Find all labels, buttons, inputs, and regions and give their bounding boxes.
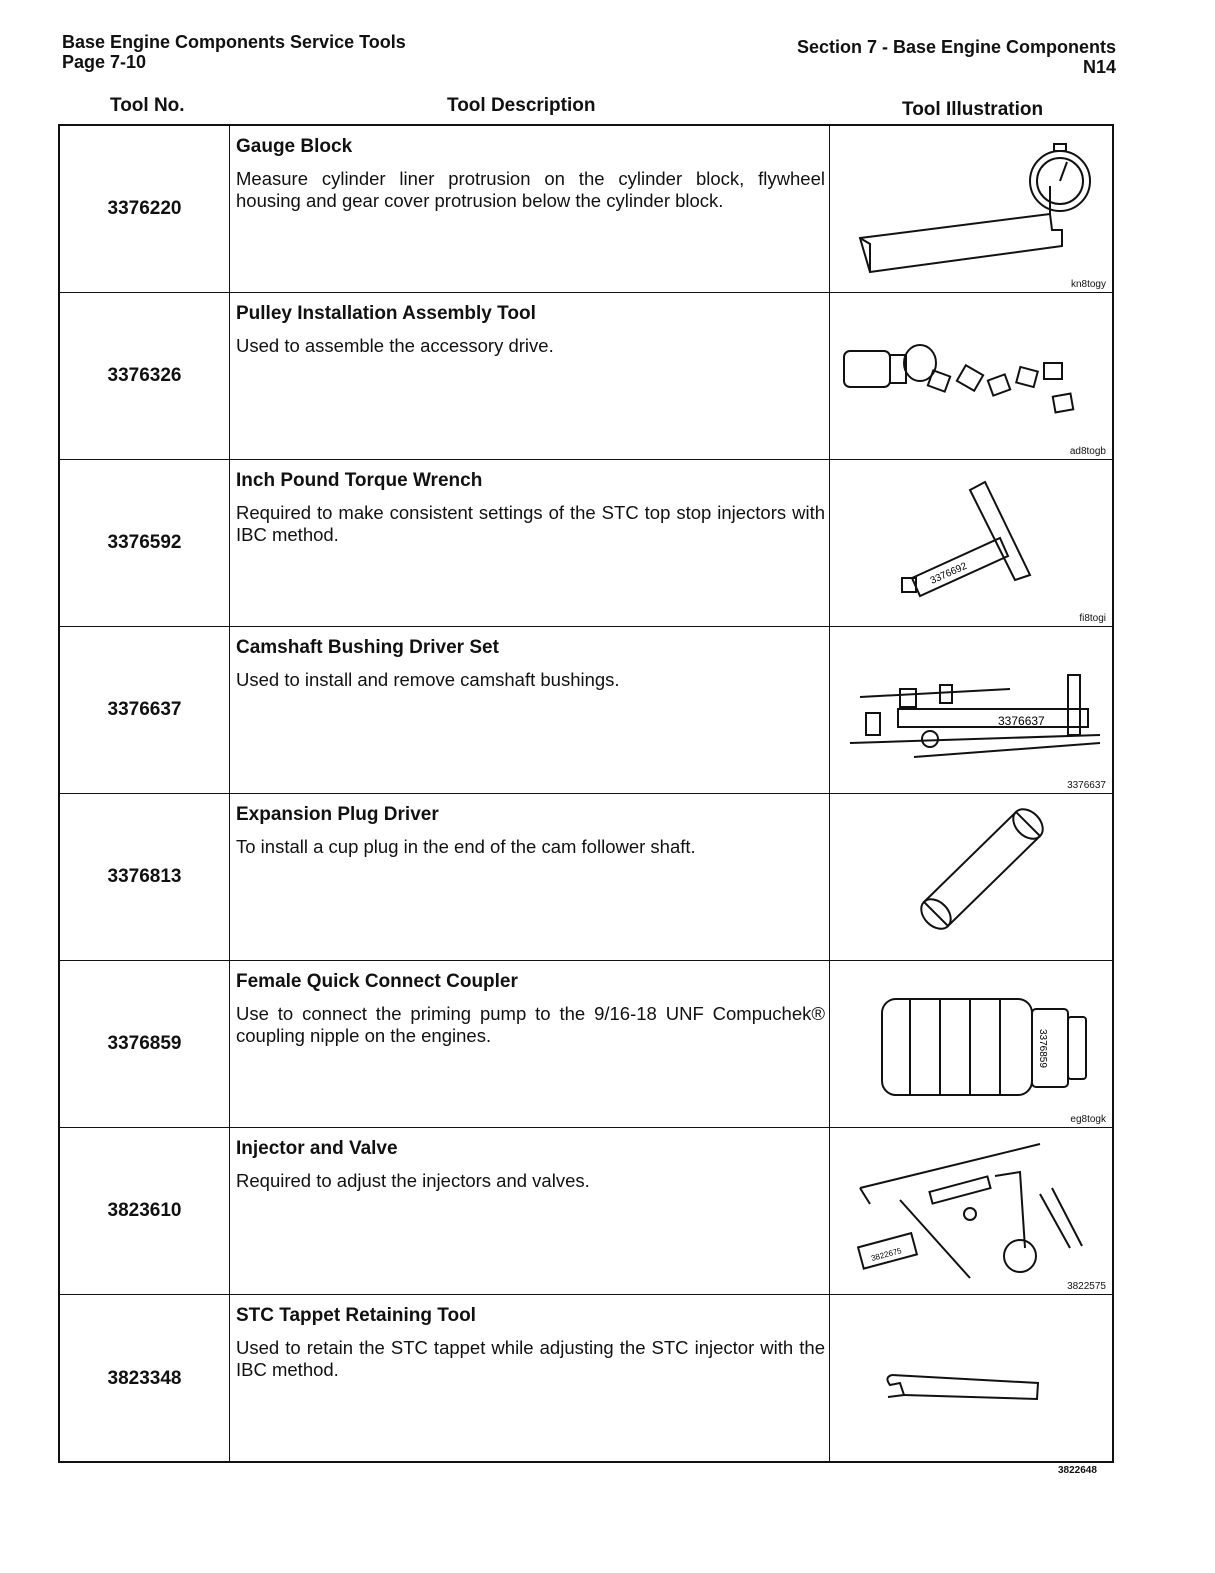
tool-number: 3376592: [60, 460, 230, 626]
tool-name: STC Tappet Retaining Tool: [236, 1305, 476, 1326]
tool-illustration-cell: [830, 1295, 1112, 1462]
pulley-tool-illustration: [830, 293, 1112, 460]
tool-description: To install a cup plug in the end of the cam follower shaft.: [236, 836, 696, 857]
tool-name: Camshaft Bushing Driver Set: [236, 637, 499, 658]
plug-driver-illustration: [830, 794, 1112, 961]
tool-illustration-cell: [830, 460, 1112, 626]
tool-illustration-cell: [830, 1128, 1112, 1294]
engine-model: N14: [1082, 57, 1116, 77]
wrench-part-label: 3376692: [928, 560, 969, 587]
tool-illustration-cell: [830, 794, 1112, 960]
column-header-tool-no: Tool No.: [110, 95, 185, 116]
table-row: [60, 460, 1112, 627]
tool-description-cell: [230, 1295, 830, 1462]
tool-description-cell: [230, 961, 830, 1127]
illustration-code: eg8togk: [1070, 1114, 1106, 1125]
tool-description: Measure cylinder liner protrusion on the cylinder block, flywheel housing and gear cover protrusion below the cylinder block.: [236, 168, 825, 211]
tool-name: Expansion Plug Driver: [236, 804, 439, 825]
tool-description-cell: [230, 126, 830, 292]
tool-description-cell: [230, 627, 830, 793]
tool-number: 3823610: [60, 1128, 230, 1294]
header-right: [797, 37, 1116, 77]
header-left: [62, 32, 406, 72]
torque-wrench-illustration: [830, 460, 1112, 627]
table-row: [60, 126, 1112, 293]
tool-name: Injector and Valve: [236, 1138, 398, 1159]
tool-description: Used to retain the STC tappet while adjusting the STC injector with the IBC method.: [236, 1337, 825, 1380]
page-number: Page 7-10: [62, 52, 147, 72]
tool-description: Used to assemble the accessory drive.: [236, 335, 554, 356]
tool-description-cell: [230, 1128, 830, 1294]
kit-part-label: 3822675: [870, 1246, 903, 1263]
tool-name: Female Quick Connect Coupler: [236, 971, 518, 992]
tool-illustration-cell: [830, 126, 1112, 292]
tool-illustration-cell: [830, 961, 1112, 1127]
tappet-tool-illustration: [830, 1295, 1112, 1462]
column-header-description: Tool Description: [447, 95, 596, 116]
tool-name: Inch Pound Torque Wrench: [236, 470, 483, 491]
tools-table: [58, 124, 1114, 1463]
table-row: [60, 1295, 1112, 1462]
gauge-block-illustration: [830, 126, 1112, 293]
illustration-code: kn8togy: [1070, 279, 1106, 290]
tool-illustration-cell: [830, 627, 1112, 793]
injector-valve-kit-illustration: [830, 1128, 1112, 1295]
coupler-illustration: [830, 961, 1112, 1128]
tool-description-cell: [230, 794, 830, 960]
footer-figure-code: 3822648: [1058, 1465, 1097, 1476]
tool-number: 3823348: [60, 1295, 230, 1462]
tool-description-cell: [230, 293, 830, 459]
tool-description: Required to make consistent settings of the STC top stop injectors with IBC method.: [236, 502, 825, 545]
tool-description: Required to adjust the injectors and valves.: [236, 1170, 590, 1191]
camshaft-driver-illustration: [830, 627, 1112, 794]
column-header-illustration: Tool Illustration: [902, 99, 1044, 120]
illustration-code: fi8togi: [1079, 613, 1106, 624]
tool-description-cell: [230, 460, 830, 626]
table-row: [60, 794, 1112, 961]
tool-description: Use to connect the priming pump to the 9/16-18 UNF Compuchek® coupling nipple on the engines.: [236, 1003, 825, 1046]
illustration-code: ad8togb: [1069, 446, 1106, 457]
table-row: [60, 1128, 1112, 1295]
section-title: Section 7 - Base Engine Components: [796, 37, 1116, 57]
tool-name: Gauge Block: [236, 136, 353, 157]
tool-number: 3376813: [60, 794, 230, 960]
tool-illustration-cell: [830, 293, 1112, 459]
driver-part-label: 3376637: [998, 714, 1045, 728]
coupler-part-label: 3376859: [1037, 1029, 1048, 1068]
tool-number: 3376220: [60, 126, 230, 292]
table-row: [60, 293, 1112, 460]
table-row: [60, 627, 1112, 794]
tool-number: 3376326: [60, 293, 230, 459]
table-row: [60, 961, 1112, 1128]
tool-number: 3376859: [60, 961, 230, 1127]
document-title: Base Engine Components Service Tools: [62, 32, 406, 52]
tool-description: Used to install and remove camshaft bushings.: [236, 669, 620, 690]
illustration-code: 3376637: [1067, 780, 1106, 791]
tool-name: Pulley Installation Assembly Tool: [236, 303, 536, 324]
illustration-code: 3822575: [1067, 1281, 1106, 1292]
tool-number: 3376637: [60, 627, 230, 793]
